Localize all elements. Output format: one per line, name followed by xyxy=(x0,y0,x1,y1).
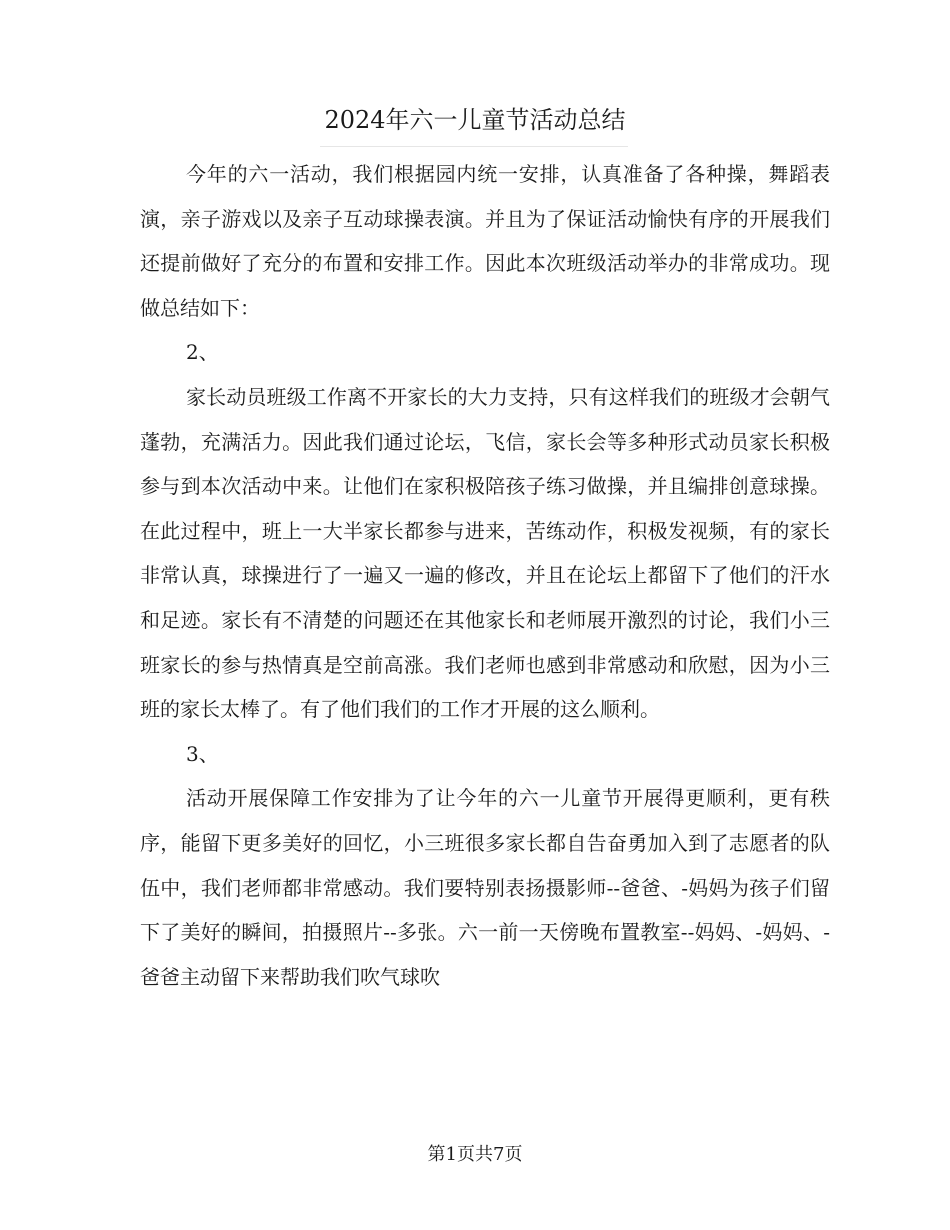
document-body xyxy=(140,152,830,999)
page-number-footer: 第1页共7页 xyxy=(427,1144,523,1165)
paragraph-intro: 今年的六一活动，我们根据园内统一安排，认真准备了各种操，舞蹈表演，亲子游戏以及亲子互动球操表演。并且为了保证活动愉快有序的开展我们还提前做好了充分的布置和安排工作。因此本次班级活动举办的非常成功。现做总结如下： xyxy=(140,162,830,320)
section-number-3: 3、 xyxy=(186,741,219,766)
paragraph-activity-support: 活动开展保障工作安排为了让今年的六一儿童节开展得更顺利，更有秩序，能留下更多美好的回忆，小三班很多家长都自告奋勇加入到了志愿者的队伍中，我们老师都非常感动。我们要特别表扬摄影师--爸爸、-妈妈为孩子们留下了美好的瞬间，拍摄照片--多张。六一前一天傍晚布置教室--妈妈、-妈妈、-爸爸主动留下来帮助我们吹气球吹 xyxy=(140,786,830,989)
title-underline xyxy=(320,146,628,147)
page-title: 2024年六一儿童节活动总结 xyxy=(324,106,626,134)
section-number-2: 2、 xyxy=(186,340,219,365)
paragraph-parent-mobilization: 家长动员班级工作离不开家长的大力支持，只有这样我们的班级才会朝气蓬勃，充满活力。因此我们通过论坛，飞信，家长会等多种形式动员家长积极参与到本次活动中来。让他们在家积极陪孩子练习做操，并且编排创意球操。在此过程中，班上一大半家长都参与进来，苦练动作，积极发视频，有的家长非常认真，球操进行了一遍又一遍的修改，并且在论坛上都留下了他们的汗水和足迹。家长有不清楚的问题还在其他家长和老师展开激烈的讨论，我们小三班家长的参与热情真是空前高涨。我们老师也感到非常感动和欣慰，因为小三班的家长太棒了。有了他们我们的工作才开展的这么顺利。 xyxy=(140,384,830,722)
